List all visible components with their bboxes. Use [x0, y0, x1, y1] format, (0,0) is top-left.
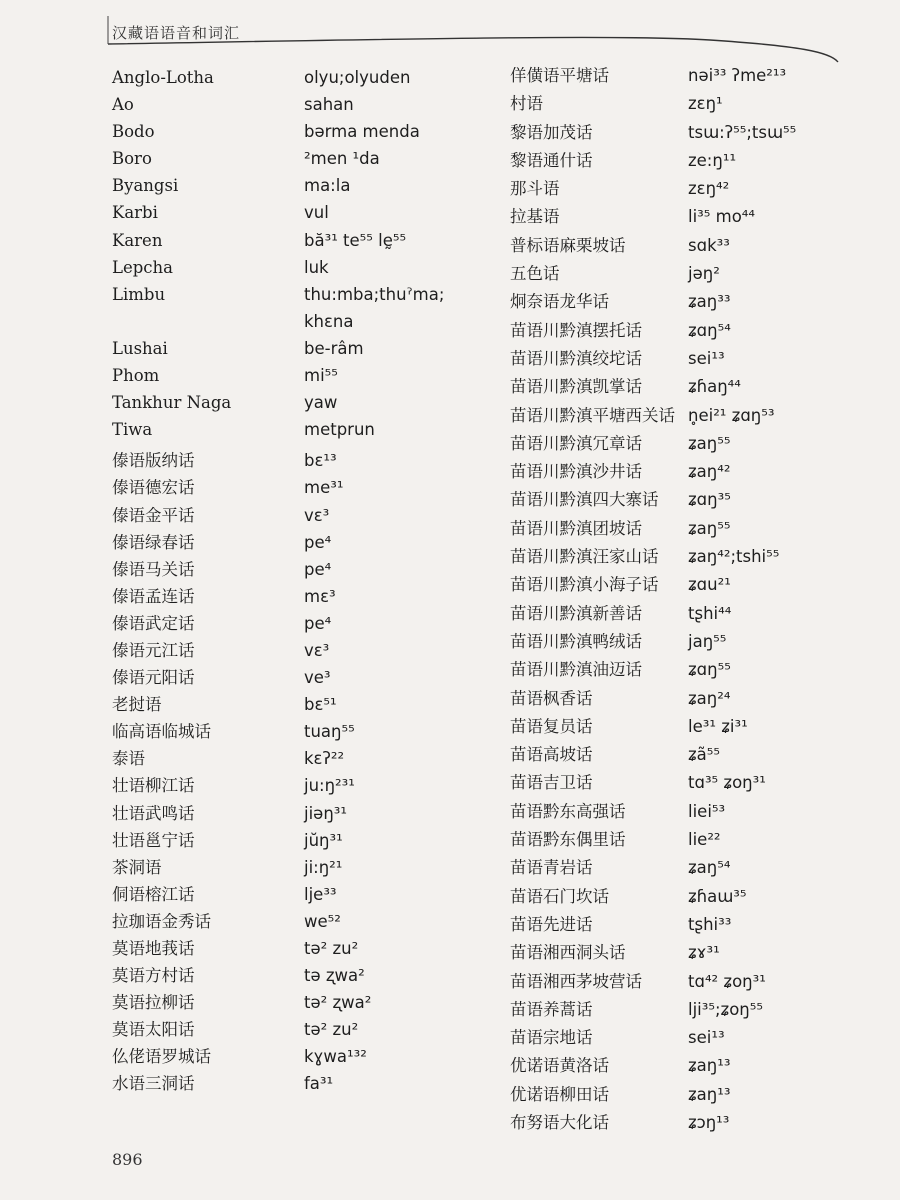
language-name: 苗语宗地话 [510, 1028, 593, 1048]
word-form: vɛ³ [304, 640, 330, 660]
word-form: ve³ [304, 668, 331, 688]
word-form: tɑ⁴² ʑoŋ³¹ [688, 971, 766, 991]
language-name: 苗语川黔滇鸭绒话 [510, 631, 642, 651]
entry-row [112, 908, 532, 935]
word-form: jŭŋ³¹ [304, 830, 343, 850]
language-name: 苗语湘西洞头话 [510, 943, 626, 963]
language-name: 苗语川黔滇摆托话 [510, 320, 642, 340]
word-form: lji³⁵;ʑoŋ⁵⁵ [688, 999, 763, 1019]
word-form: vul [304, 203, 329, 223]
word-form: li³⁵ mo⁴⁴ [688, 207, 756, 227]
entry-row [510, 317, 890, 345]
entry-row [112, 95, 532, 122]
language-name: 苗语复员话 [510, 716, 593, 736]
word-form: ʑɦaŋ⁴⁴ [688, 377, 741, 397]
language-name: 傣语武定话 [112, 613, 195, 633]
entry-row [510, 1081, 890, 1109]
word-form: liei⁵³ [688, 801, 726, 821]
language-name: 泰语 [112, 749, 145, 769]
entry-row [510, 515, 890, 543]
language-name: 壮语柳江话 [112, 776, 195, 796]
word-form: ʑɔŋ¹³ [688, 1112, 730, 1132]
entry-row [510, 119, 890, 147]
entry-row [510, 741, 890, 769]
word-form: tʂhi⁴⁴ [688, 603, 732, 623]
word-form: bă³¹ te⁵⁵ lḛ⁵⁵ [304, 230, 407, 250]
language-name: 苗语高坡话 [510, 745, 593, 765]
entry-row [112, 1016, 532, 1043]
entry-row [112, 366, 532, 393]
entry-row [510, 260, 890, 288]
entry-row [510, 826, 890, 854]
language-name: 莫语太阳话 [112, 1020, 195, 1040]
word-form: kɛʔ²² [304, 749, 345, 769]
entry-row [510, 911, 890, 939]
word-form: tuaŋ⁵⁵ [304, 722, 355, 742]
language-name: 苗语湘西茅坡营话 [510, 971, 642, 991]
entry-row [510, 571, 890, 599]
language-name: 苗语川黔滇凯掌话 [510, 377, 642, 397]
word-form: vɛ³ [304, 505, 330, 525]
language-name: 临高语临城话 [112, 722, 211, 742]
entry-row [112, 474, 532, 501]
language-name: 莫语地莪话 [112, 939, 195, 958]
entry-row [510, 656, 890, 684]
word-form: tə ʐwa² [304, 966, 365, 986]
entry-row [510, 203, 890, 231]
language-name: 苗语川黔滇平塘西关话 [510, 405, 675, 425]
word-form: ²men ¹da [304, 149, 380, 169]
language-name: 茶洞语 [112, 857, 162, 877]
word-form: zɛŋ¹ [688, 94, 723, 114]
entry-row [510, 430, 890, 458]
entry-row [112, 1070, 532, 1097]
entry-row [112, 149, 532, 176]
word-form: jəŋ² [688, 264, 720, 284]
entry-row [112, 772, 532, 799]
word-form: tə² zu² [304, 1020, 359, 1040]
word-form: le³¹ ʑi³¹ [688, 716, 748, 736]
language-name: 炯奈语龙华话 [510, 292, 609, 312]
entry-row [112, 745, 532, 772]
word-form: tʂhi³³ [688, 914, 732, 934]
entry-row [112, 637, 532, 664]
word-form: me³¹ [304, 478, 344, 498]
entry-row [510, 543, 890, 571]
language-name: 苗语川黔滇新善话 [510, 603, 642, 623]
word-form: ʑaŋ⁵⁵ [688, 433, 731, 453]
word-form: ʑaŋ⁴²;tshi⁵⁵ [688, 547, 780, 567]
language-name: Lepcha [112, 257, 173, 277]
language-name: Karen [112, 230, 163, 250]
entry-row [510, 486, 890, 514]
language-name: 苗语黔东偶里话 [510, 830, 626, 850]
word-form: metprun [304, 420, 375, 440]
word-form: we⁵² [304, 911, 341, 931]
language-name: 傣语绿春话 [112, 532, 195, 552]
word-form: nəi³³ ʔme²¹³ [688, 66, 787, 85]
entry-row [112, 962, 532, 989]
language-name: 傣语版纳话 [112, 451, 195, 471]
entry-row [112, 258, 532, 285]
word-form: bərma menda [304, 122, 420, 142]
word-form: sei¹³ [688, 1028, 725, 1048]
entry-row [112, 420, 532, 447]
language-name: Byangsi [112, 176, 179, 196]
language-name: 黎语通什话 [510, 150, 593, 170]
language-name: 苗语枫香话 [510, 688, 593, 708]
page-number: 896 [112, 1150, 143, 1169]
entry-row [112, 312, 532, 339]
word-form: pe⁴ [304, 559, 332, 579]
word-form: mɛ³ [304, 586, 336, 606]
language-name: 壮语武鸣话 [112, 803, 195, 823]
running-head: 汉藏语语音和词汇 [112, 24, 241, 42]
entry-row [510, 345, 890, 373]
word-form: lje³³ [304, 884, 337, 904]
language-name: 苗语先进话 [510, 914, 593, 934]
language-name: 苗语川黔滇绞坨话 [510, 348, 642, 368]
entry-row [510, 288, 890, 316]
word-form: ji:ŋ²¹ [304, 857, 343, 877]
word-form: kɣwa¹³² [304, 1047, 367, 1067]
word-form: sɑk³³ [688, 235, 730, 255]
language-name: 普标语麻栗坡话 [510, 235, 626, 255]
word-form: ʑɑŋ⁵⁴ [688, 320, 731, 340]
word-form: luk [304, 257, 329, 277]
language-name: 莫语方村话 [112, 966, 195, 986]
entry-row [510, 685, 890, 713]
word-form: ʑaŋ³³ [688, 292, 731, 312]
entry-row [510, 147, 890, 175]
language-name: 苗语石门坎话 [510, 886, 609, 906]
language-name: 苗语川黔滇沙井话 [510, 462, 642, 482]
entry-row [112, 203, 532, 230]
word-form: ʑɑu²¹ [688, 575, 731, 595]
word-form: mi⁵⁵ [304, 366, 338, 386]
entry-row [112, 285, 532, 312]
entry-row [112, 800, 532, 827]
word-form: zɛŋ⁴² [688, 179, 730, 199]
word-form: pe⁴ [304, 613, 332, 633]
entry-row [112, 447, 532, 474]
word-form: ze:ŋ¹¹ [688, 150, 737, 170]
entry-row [510, 996, 890, 1024]
entry-row [112, 989, 532, 1016]
word-form: olyu;olyuden [304, 68, 411, 87]
language-name: Ao [112, 95, 134, 115]
language-name: 水语三洞话 [112, 1074, 195, 1094]
language-name: Tankhur Naga [112, 393, 232, 413]
language-name: 傣语金平话 [112, 505, 195, 525]
entry-row [510, 1024, 890, 1052]
language-name: 傣语元江话 [112, 640, 195, 660]
word-form: pe⁴ [304, 532, 332, 552]
entry-row [112, 583, 532, 610]
language-name: 苗语川黔滇油迈话 [510, 660, 642, 680]
language-name: 苗语川黔滇四大寨话 [510, 490, 659, 510]
language-name: 黎语加茂话 [510, 122, 593, 142]
word-form: be-râm [304, 338, 364, 358]
language-name: 布努语大化话 [510, 1112, 609, 1132]
word-form: ʑaŋ⁴² [688, 462, 731, 482]
entry-row [112, 718, 532, 745]
entry-row [112, 393, 532, 420]
language-name: Karbi [112, 203, 158, 223]
language-name: 老挝语 [112, 695, 162, 715]
word-form: thu:mba;thuˀma; [304, 284, 445, 304]
language-name: Bodo [112, 122, 155, 142]
word-form: ʑɤ³¹ [688, 943, 720, 963]
entry-row [112, 854, 532, 881]
word-form: sei¹³ [688, 348, 725, 368]
language-name: 优诺语柳田话 [510, 1084, 609, 1104]
language-name: Boro [112, 149, 152, 169]
word-form: ʑaŋ²⁴ [688, 688, 731, 708]
language-name: 苗语川黔滇冗章话 [510, 433, 642, 453]
entry-row [112, 691, 532, 718]
word-form: jiəŋ³¹ [304, 803, 348, 823]
word-form: ma:la [304, 176, 351, 196]
entry-row [510, 175, 890, 203]
entry-row [112, 881, 532, 908]
entry-row [510, 769, 890, 797]
entry-row [510, 968, 890, 996]
language-name: 苗语黔东高强话 [510, 801, 626, 821]
entry-row [112, 339, 532, 366]
entry-row [510, 373, 890, 401]
entry-row [510, 1052, 890, 1080]
word-form: jaŋ⁵⁵ [688, 631, 727, 651]
word-form: ʑaŋ¹³ [688, 1084, 731, 1104]
entry-row [510, 939, 890, 967]
word-form: ʑaŋ¹³ [688, 1056, 731, 1076]
language-name: 傣语德宏话 [112, 478, 195, 498]
language-name: 拉珈语金秀话 [112, 911, 211, 931]
word-form: lie²² [688, 830, 721, 850]
language-name: 村语 [510, 94, 543, 114]
language-name: Tiwa [112, 420, 153, 440]
word-form: sahan [304, 95, 354, 115]
entry-row [510, 402, 890, 430]
language-name: Lushai [112, 338, 168, 358]
word-form: bɛ¹³ [304, 451, 337, 471]
entry-row [510, 628, 890, 656]
language-name: 仫佬语罗城话 [112, 1047, 211, 1067]
language-name: Limbu [112, 284, 166, 304]
language-name: 拉基语 [510, 207, 560, 227]
entry-row [510, 798, 890, 826]
entry-row [112, 664, 532, 691]
language-name: 苗语养蒿话 [510, 999, 593, 1019]
entry-row [112, 556, 532, 583]
entry-row [112, 935, 532, 962]
language-name: 苗语吉卫话 [510, 773, 593, 793]
entry-row [510, 62, 890, 90]
entry-row [112, 827, 532, 854]
word-form: tsɯ:ʔ⁵⁵;tsɯ⁵⁵ [688, 122, 797, 142]
word-form: bɛ⁵¹ [304, 695, 337, 715]
language-name: 苗语青岩话 [510, 858, 593, 878]
language-name: 五色话 [510, 264, 560, 284]
language-name: 佯僙语平塘话 [510, 66, 609, 85]
language-name: 苗语川黔滇汪家山话 [510, 547, 659, 567]
language-name: 侗语榕江话 [112, 884, 195, 904]
entry-row [112, 68, 532, 95]
word-form: ʑã⁵⁵ [688, 745, 721, 765]
entry-row [112, 122, 532, 149]
language-name: Anglo-Lotha [112, 68, 214, 87]
language-name: 苗语川黔滇团坡话 [510, 518, 642, 538]
entry-row [510, 713, 890, 741]
word-form: khɛna [304, 311, 354, 331]
word-form: ʑɦaɯ³⁵ [688, 886, 747, 906]
entry-row [510, 854, 890, 882]
left-column [112, 68, 532, 1098]
entry-row [510, 600, 890, 628]
entry-row [112, 1043, 532, 1070]
language-name: 苗语川黔滇小海子话 [510, 575, 659, 595]
entry-row [112, 502, 532, 529]
language-name: 傣语马关话 [112, 559, 195, 579]
language-name: 莫语拉柳话 [112, 993, 195, 1013]
word-form: ʑɑŋ³⁵ [688, 490, 731, 510]
language-name: 那斗语 [510, 179, 560, 199]
language-name: 傣语元阳话 [112, 668, 195, 688]
entry-row [510, 90, 890, 118]
word-form: tə² zu² [304, 939, 359, 958]
word-form: ʑaŋ⁵⁵ [688, 518, 731, 538]
word-form: tɑ³⁵ ʑoŋ³¹ [688, 773, 766, 793]
entry-row [510, 883, 890, 911]
language-name: 傣语孟连话 [112, 586, 195, 606]
entry-row [112, 231, 532, 258]
entry-row [510, 1109, 890, 1137]
entry-row [510, 232, 890, 260]
language-name: 优诺语黄洛话 [510, 1056, 609, 1076]
word-form: n̥ei²¹ ʑɑŋ⁵³ [688, 405, 775, 425]
language-name: 壮语邕宁话 [112, 830, 195, 850]
entry-row [112, 176, 532, 203]
word-form: ju:ŋ²³¹ [304, 776, 355, 796]
right-column [510, 62, 890, 1137]
entry-row [510, 458, 890, 486]
language-name: Phom [112, 366, 160, 386]
word-form: tə² ʐwa² [304, 993, 372, 1013]
word-form: yaw [304, 393, 338, 413]
entry-row [112, 610, 532, 637]
word-form: ʑaŋ⁵⁴ [688, 858, 731, 878]
word-form: fa³¹ [304, 1074, 334, 1094]
entry-row [112, 529, 532, 556]
word-form: ʑɑŋ⁵⁵ [688, 660, 731, 680]
